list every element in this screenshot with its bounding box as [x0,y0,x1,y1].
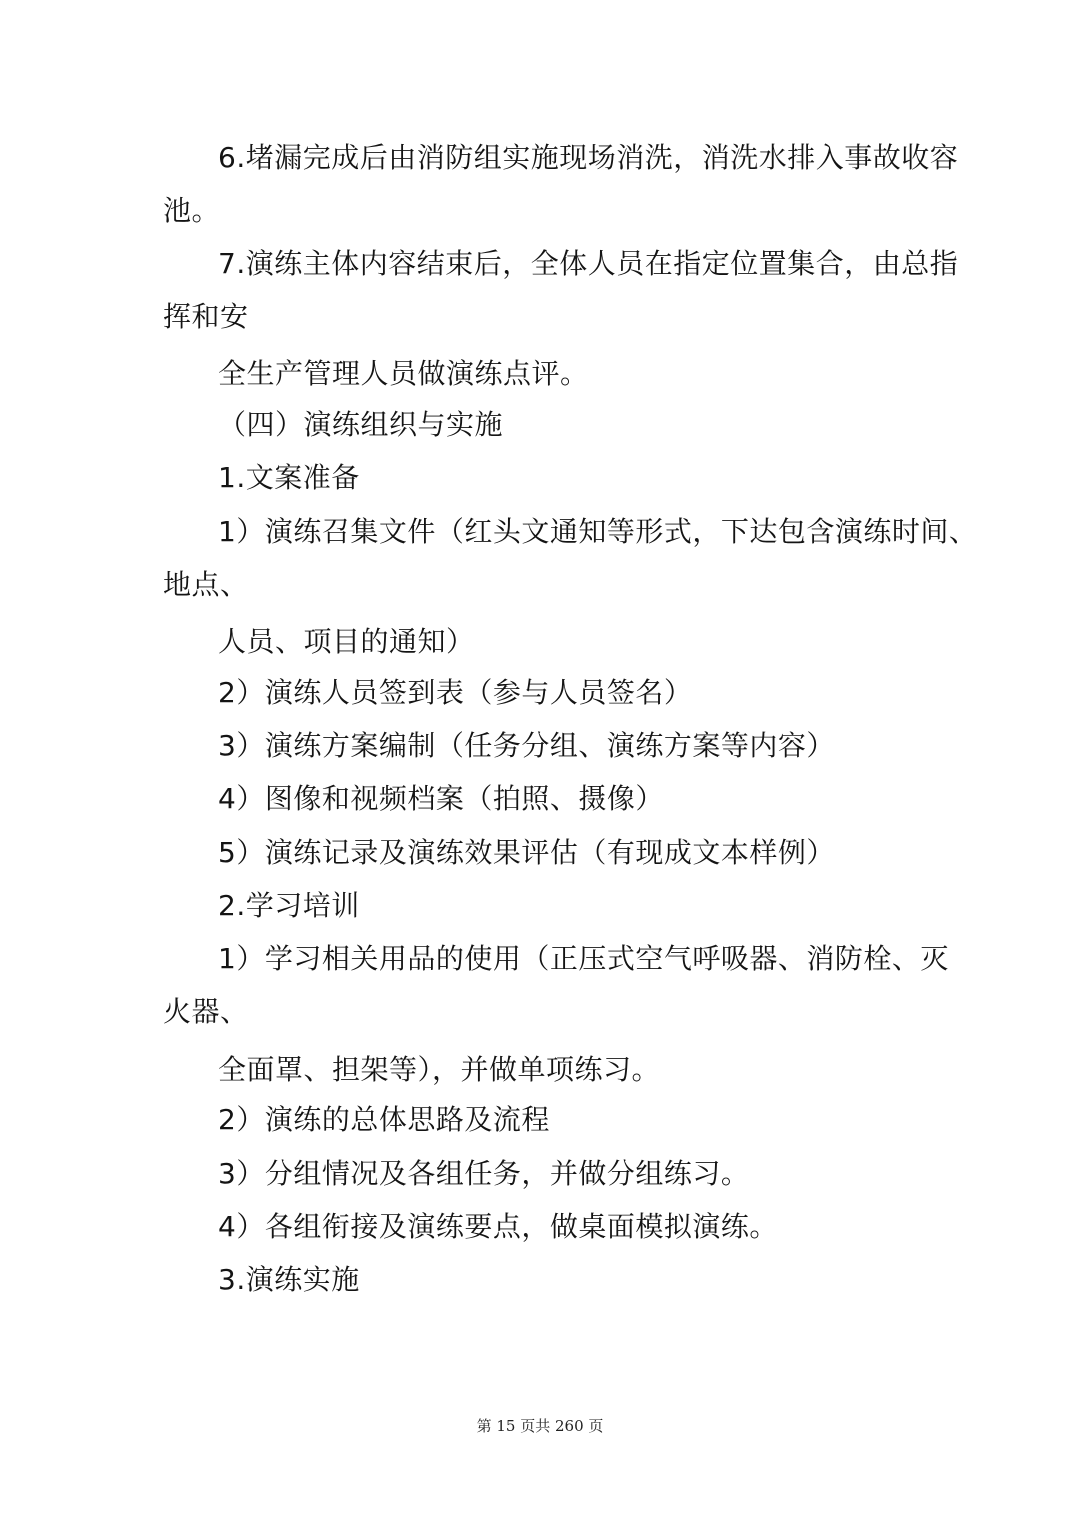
list-item-continuation: 全面罩、担架等），并做单项练习。 [218,1053,661,1086]
subsection-heading: 2.学习培训 [218,889,360,922]
list-item: 5）演练记录及演练效果评估（有现成文本样例） [218,836,835,869]
list-item-continuation: 地点、 [163,568,249,601]
paragraph-line: 池。 [163,194,221,227]
list-item: 3）演练方案编制（任务分组、演练方案等内容） [218,729,835,762]
paragraph-line: 6.堵漏完成后由消防组实施现场消洗，消洗水排入事故收容 [218,141,959,174]
paragraph-line: 挥和安 [163,300,249,333]
list-item: 4）各组衔接及演练要点，做桌面模拟演练。 [218,1210,778,1243]
list-item: 4）图像和视频档案（拍照、摄像） [218,782,664,815]
list-item-continuation: 人员、项目的通知） [218,625,475,658]
subsection-heading: 1.文案准备 [218,461,360,494]
list-item: 1）学习相关用品的使用（正压式空气呼吸器、消防栓、灭 [218,942,949,975]
subsection-heading: 3.演练实施 [218,1263,360,1296]
list-item: 3）分组情况及各组任务，并做分组练习。 [218,1157,750,1190]
list-item-continuation: 火器、 [163,995,249,1028]
list-item: 2）演练人员签到表（参与人员签名） [218,676,693,709]
paragraph-line: 7.演练主体内容结束后，全体人员在指定位置集合，由总指 [218,247,959,280]
section-heading: （四）演练组织与实施 [218,408,504,441]
page-number-footer: 第 15 页共 260 页 [476,1417,604,1435]
paragraph-line: 全生产管理人员做演练点评。 [218,357,589,390]
list-item: 2）演练的总体思路及流程 [218,1103,550,1136]
list-item: 1）演练召集文件（红头文通知等形式，下达包含演练时间、 [218,515,978,548]
